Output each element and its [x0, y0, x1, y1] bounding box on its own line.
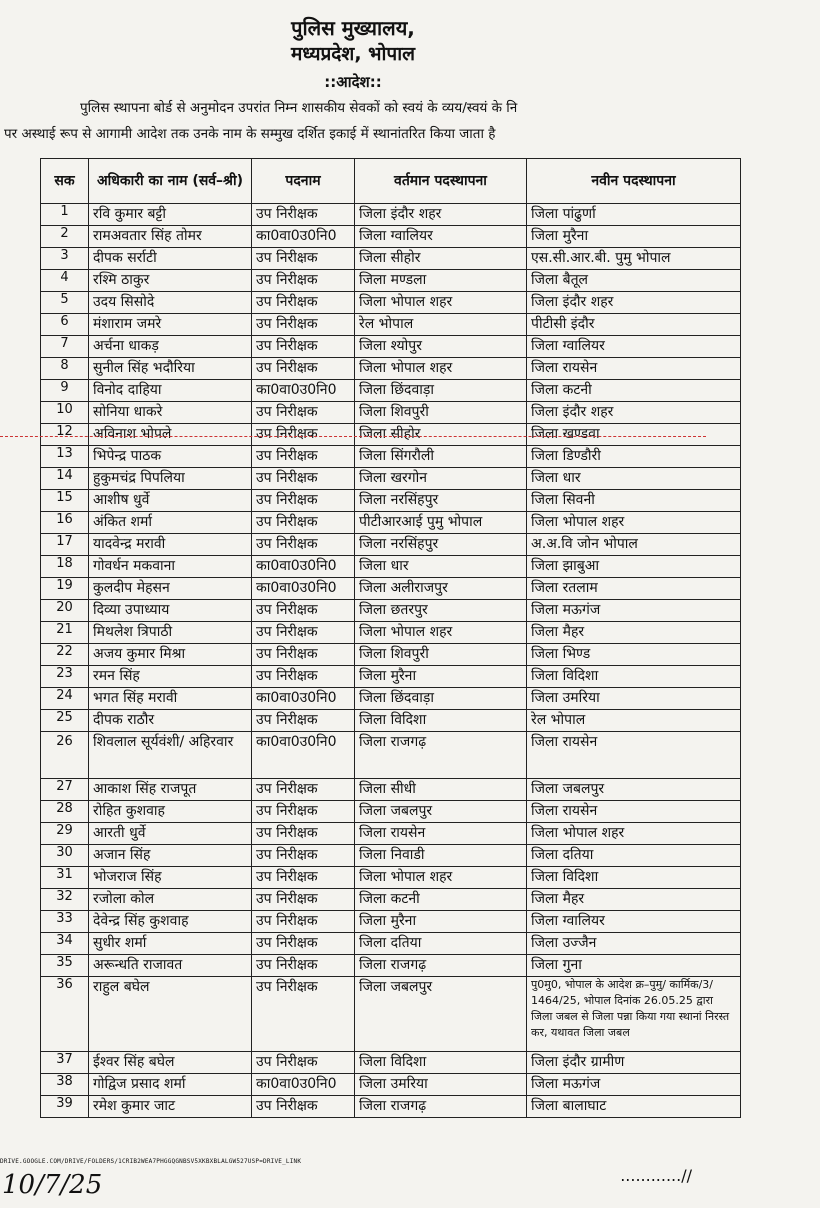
cell-serial: 25 [41, 710, 89, 732]
cell-officer-name: गोद्विज प्रसाद शर्मा [89, 1074, 252, 1096]
cell-new-posting: जिला गुना [527, 955, 741, 977]
table-row [41, 1052, 741, 1074]
cell-current-posting: जिला श्योपुर [355, 336, 527, 358]
table-row [41, 204, 741, 226]
cell-officer-name: यादवेन्द्र मरावी [89, 534, 252, 556]
cell-current-posting: जिला जबलपुर [355, 801, 527, 823]
cell-new-posting: जिला कटनी [527, 380, 741, 402]
table-row [41, 424, 741, 446]
cell-current-posting: जिला छतरपुर [355, 600, 527, 622]
table-row [41, 578, 741, 600]
cell-designation: उप निरीक्षक [252, 622, 355, 644]
header-current-posting: वर्तमान पदस्थापना [355, 159, 527, 204]
cell-new-posting: जिला धार [527, 468, 741, 490]
cell-designation: उप निरीक्षक [252, 358, 355, 380]
header-officer-name: अधिकारी का नाम (सर्व–श्री) [89, 159, 252, 204]
table-row [41, 402, 741, 424]
cell-current-posting: जिला नरसिंहपुर [355, 490, 527, 512]
cell-officer-name: सोनिया धाकरे [89, 402, 252, 424]
cell-designation: उप निरीक्षक [252, 977, 355, 1052]
cell-serial: 7 [41, 336, 89, 358]
cell-current-posting: जिला शिवपुरी [355, 402, 527, 424]
cell-serial: 34 [41, 933, 89, 955]
cell-officer-name: रश्मि ठाकुर [89, 270, 252, 292]
cell-current-posting: जिला धार [355, 556, 527, 578]
cell-new-posting: जिला मैहर [527, 889, 741, 911]
cell-serial: 31 [41, 867, 89, 889]
cell-officer-name: उदय सिसोदे [89, 292, 252, 314]
office-title: पुलिस मुख्यालय, [291, 16, 415, 40]
cell-officer-name: आकाश सिंह राजपूत [89, 779, 252, 801]
cell-current-posting: जिला जबलपुर [355, 977, 527, 1052]
cell-current-posting: जिला खरगोन [355, 468, 527, 490]
cell-designation: उप निरीक्षक [252, 248, 355, 270]
cell-designation: उप निरीक्षक [252, 911, 355, 933]
cell-officer-name: अंकित शर्मा [89, 512, 252, 534]
cell-current-posting: जिला मुरैना [355, 666, 527, 688]
cell-serial: 33 [41, 911, 89, 933]
cell-designation: उप निरीक्षक [252, 204, 355, 226]
cell-new-posting: जिला दतिया [527, 845, 741, 867]
cell-current-posting: जिला भोपाल शहर [355, 358, 527, 380]
cell-serial: 15 [41, 490, 89, 512]
cell-serial: 24 [41, 688, 89, 710]
cell-officer-name: भिपेन्द्र पाठक [89, 446, 252, 468]
cell-designation: उप निरीक्षक [252, 534, 355, 556]
cell-serial: 2 [41, 226, 89, 248]
cell-new-posting: रेल भोपाल [527, 710, 741, 732]
cell-officer-name: रमेश कुमार जाट [89, 1096, 252, 1118]
cell-officer-name: मंशाराम जमरे [89, 314, 252, 336]
cell-current-posting: जिला भोपाल शहर [355, 292, 527, 314]
table-row [41, 1096, 741, 1118]
cell-current-posting: जिला शिवपुरी [355, 644, 527, 666]
cell-serial: 19 [41, 578, 89, 600]
cell-designation: का0वा0उ0नि0 [252, 556, 355, 578]
cell-officer-name: अरून्धति राजावत [89, 955, 252, 977]
cell-designation: उप निरीक्षक [252, 889, 355, 911]
cell-serial: 5 [41, 292, 89, 314]
cell-officer-name: भोजराज सिंह [89, 867, 252, 889]
cell-officer-name: शिवलाल सूर्यवंशी/ अहिरवार [89, 732, 252, 779]
cell-officer-name: विनोद दाहिया [89, 380, 252, 402]
cell-serial: 21 [41, 622, 89, 644]
cell-serial: 22 [41, 644, 89, 666]
table-row [41, 380, 741, 402]
cell-new-posting: जिला डिण्डौरी [527, 446, 741, 468]
cell-serial: 10 [41, 402, 89, 424]
cell-officer-name: रामअवतार सिंह तोमर [89, 226, 252, 248]
continuation-dots: ............// [620, 1166, 692, 1185]
table-row [41, 710, 741, 732]
table-row [41, 490, 741, 512]
cell-designation: उप निरीक्षक [252, 801, 355, 823]
cell-new-posting: जिला मुरैना [527, 226, 741, 248]
table-row [41, 779, 741, 801]
cell-officer-name: अजान सिंह [89, 845, 252, 867]
table-row [41, 666, 741, 688]
cell-officer-name: ईश्वर सिंह बघेल [89, 1052, 252, 1074]
cell-serial: 3 [41, 248, 89, 270]
cell-new-posting: जिला इंदौर शहर [527, 402, 741, 424]
cell-designation: उप निरीक्षक [252, 336, 355, 358]
cell-designation: उप निरीक्षक [252, 955, 355, 977]
table-row [41, 911, 741, 933]
cell-new-posting: जिला उमरिया [527, 688, 741, 710]
table-row [41, 933, 741, 955]
cell-new-posting: जिला रायसेन [527, 358, 741, 380]
cell-designation: उप निरीक्षक [252, 512, 355, 534]
cell-officer-name: देवेन्द्र सिंह कुशवाह [89, 911, 252, 933]
cell-new-posting: जिला इंदौर शहर [527, 292, 741, 314]
cell-officer-name: रोहित कुशवाह [89, 801, 252, 823]
cell-current-posting: रेल भोपाल [355, 314, 527, 336]
cell-serial: 16 [41, 512, 89, 534]
cell-designation: उप निरीक्षक [252, 490, 355, 512]
cell-new-posting: जिला बालाघाट [527, 1096, 741, 1118]
cell-serial: 18 [41, 556, 89, 578]
cell-current-posting: जिला दतिया [355, 933, 527, 955]
table-row [41, 512, 741, 534]
cell-serial: 29 [41, 823, 89, 845]
cell-new-posting: जिला रायसेन [527, 801, 741, 823]
cell-designation: उप निरीक्षक [252, 468, 355, 490]
office-location: मध्यप्रदेश, भोपाल [290, 43, 416, 65]
table-row [41, 801, 741, 823]
cell-current-posting: जिला सीहोर [355, 424, 527, 446]
cell-officer-name: आशीष धुर्वे [89, 490, 252, 512]
cell-designation: का0वा0उ0नि0 [252, 732, 355, 779]
cell-serial: 14 [41, 468, 89, 490]
cell-serial: 30 [41, 845, 89, 867]
cell-new-posting: जिला विदिशा [527, 867, 741, 889]
cell-new-posting: जिला मऊगंज [527, 1074, 741, 1096]
cell-designation: का0वा0उ0नि0 [252, 688, 355, 710]
cell-serial: 23 [41, 666, 89, 688]
cell-new-posting: जिला रतलाम [527, 578, 741, 600]
cell-officer-name: रवि कुमार बट्टी [89, 204, 252, 226]
cell-serial: 38 [41, 1074, 89, 1096]
table-row [41, 226, 741, 248]
cell-current-posting: जिला राजगढ़ [355, 732, 527, 779]
cell-officer-name: सुनील सिंह भदौरिया [89, 358, 252, 380]
cell-new-posting: जिला खण्डवा [527, 424, 741, 446]
cell-serial: 8 [41, 358, 89, 380]
cell-designation: उप निरीक्षक [252, 867, 355, 889]
transfer-table [40, 158, 741, 1118]
header-designation: पदनाम [252, 159, 355, 204]
cell-designation: उप निरीक्षक [252, 666, 355, 688]
cell-new-posting: जिला मैहर [527, 622, 741, 644]
table-row [41, 845, 741, 867]
cell-serial: 35 [41, 955, 89, 977]
cell-designation: उप निरीक्षक [252, 845, 355, 867]
cell-new-posting: जिला ग्वालियर [527, 336, 741, 358]
cell-officer-name: सुधीर शर्मा [89, 933, 252, 955]
cell-new-posting: जिला पांढुर्णा [527, 204, 741, 226]
cell-officer-name: अविनाश भोपले [89, 424, 252, 446]
table-row [41, 468, 741, 490]
cell-current-posting: जिला नरसिंहपुर [355, 534, 527, 556]
cell-new-posting: जिला मऊगंज [527, 600, 741, 622]
cell-officer-name: दिव्या उपाध्याय [89, 600, 252, 622]
table-row [41, 622, 741, 644]
table-row [41, 358, 741, 380]
cell-officer-name: दीपक सर्राटी [89, 248, 252, 270]
cell-officer-name: दीपक राठौर [89, 710, 252, 732]
intro-line-1: पुलिस स्थापना बोर्ड से अनुमोदन उपरांत निम्न शासकीय सेवकों को स्वयं के व्यय/स्वयं के नि [80, 100, 518, 116]
cell-new-posting: जिला सिवनी [527, 490, 741, 512]
cell-serial: 17 [41, 534, 89, 556]
cell-serial: 32 [41, 889, 89, 911]
cell-current-posting: जिला मण्डला [355, 270, 527, 292]
cell-current-posting: जिला कटनी [355, 889, 527, 911]
cell-designation: उप निरीक्षक [252, 402, 355, 424]
table-row [41, 248, 741, 270]
cell-designation: का0वा0उ0नि0 [252, 578, 355, 600]
cell-officer-name: गोवर्धन मकवाना [89, 556, 252, 578]
cell-new-posting: अ.अ.वि जोन भोपाल [527, 534, 741, 556]
cell-serial: 1 [41, 204, 89, 226]
cell-officer-name: अजय कुमार मिश्रा [89, 644, 252, 666]
cell-current-posting: जिला विदिशा [355, 1052, 527, 1074]
cell-serial: 36 [41, 977, 89, 1052]
cell-officer-name: मिथलेश त्रिपाठी [89, 622, 252, 644]
cell-current-posting: जिला रायसेन [355, 823, 527, 845]
table-row [41, 446, 741, 468]
cell-designation: उप निरीक्षक [252, 823, 355, 845]
cell-current-posting: जिला उमरिया [355, 1074, 527, 1096]
cell-new-posting: जिला बैतूल [527, 270, 741, 292]
intro-line-2: पर अस्थाई रूप से आगामी आदेश तक उनके नाम के सम्मुख दर्शित इकाई में स्थानांतरित किया जाता है [4, 126, 496, 142]
cell-designation: का0वा0उ0नि0 [252, 1074, 355, 1096]
table-row [41, 955, 741, 977]
cell-officer-name: रजोला कोल [89, 889, 252, 911]
header-new-posting: नवीन पदस्थापना [527, 159, 741, 204]
cell-officer-name: भगत सिंह मरावी [89, 688, 252, 710]
cell-new-posting: जिला विदिशा [527, 666, 741, 688]
cell-serial: 12 [41, 424, 89, 446]
cell-serial: 20 [41, 600, 89, 622]
cell-designation: उप निरीक्षक [252, 710, 355, 732]
cell-officer-name: राहुल बघेल [89, 977, 252, 1052]
cell-current-posting: जिला सिंगरौली [355, 446, 527, 468]
strike-line [0, 436, 706, 437]
cell-current-posting: जिला अलीराजपुर [355, 578, 527, 600]
cell-new-posting: जिला भोपाल शहर [527, 512, 741, 534]
cell-officer-name: हुकुमचंद्र पिपलिया [89, 468, 252, 490]
cell-new-posting: जिला भोपाल शहर [527, 823, 741, 845]
cell-current-posting: जिला ग्वालियर [355, 226, 527, 248]
cell-designation: उप निरीक्षक [252, 933, 355, 955]
cell-current-posting: जिला इंदौर शहर [355, 204, 527, 226]
table-row [41, 534, 741, 556]
table-row [41, 292, 741, 314]
table-header-row [41, 159, 741, 204]
cell-current-posting: जिला छिंदवाड़ा [355, 688, 527, 710]
table-row [41, 688, 741, 710]
table-row [41, 336, 741, 358]
cell-officer-name: रमन सिंह [89, 666, 252, 688]
cell-current-posting: जिला भोपाल शहर [355, 867, 527, 889]
cell-serial: 26 [41, 732, 89, 779]
cell-designation: का0वा0उ0नि0 [252, 380, 355, 402]
cell-serial: 28 [41, 801, 89, 823]
cell-new-posting: जिला जबलपुर [527, 779, 741, 801]
cell-new-posting: पीटीसी इंदौर [527, 314, 741, 336]
cell-new-posting: जिला झाबुआ [527, 556, 741, 578]
cell-designation: उप निरीक्षक [252, 779, 355, 801]
cell-designation: उप निरीक्षक [252, 1052, 355, 1074]
cell-current-posting: पीटीआरआई पुमु भोपाल [355, 512, 527, 534]
cell-serial: 39 [41, 1096, 89, 1118]
cell-designation: उप निरीक्षक [252, 424, 355, 446]
cell-current-posting: जिला भोपाल शहर [355, 622, 527, 644]
table-row [41, 556, 741, 578]
table-row [41, 270, 741, 292]
cell-current-posting: जिला सीहोर [355, 248, 527, 270]
cell-officer-name: कुलदीप मेहसन [89, 578, 252, 600]
cell-designation: उप निरीक्षक [252, 600, 355, 622]
cell-designation: उप निरीक्षक [252, 446, 355, 468]
table-row [41, 644, 741, 666]
table-row [41, 867, 741, 889]
table-row [41, 600, 741, 622]
cell-serial: 6 [41, 314, 89, 336]
cell-new-posting: जिला रायसेन [527, 732, 741, 779]
cell-designation: का0वा0उ0नि0 [252, 226, 355, 248]
table-row [41, 314, 741, 336]
cell-serial: 13 [41, 446, 89, 468]
cell-serial: 37 [41, 1052, 89, 1074]
table-row [41, 1074, 741, 1096]
table-row [41, 732, 741, 779]
cell-designation: उप निरीक्षक [252, 1096, 355, 1118]
cell-current-posting: जिला छिंदवाड़ा [355, 380, 527, 402]
cell-serial: 9 [41, 380, 89, 402]
cell-current-posting: जिला राजगढ़ [355, 1096, 527, 1118]
table-row [41, 889, 741, 911]
handwritten-date: 10/7/25 [2, 1170, 103, 1200]
cell-new-posting: जिला इंदौर ग्रामीण [527, 1052, 741, 1074]
cell-officer-name: अर्चना धाकड़ [89, 336, 252, 358]
cell-designation: उप निरीक्षक [252, 644, 355, 666]
cell-new-posting: एस.सी.आर.बी. पुमु भोपाल [527, 248, 741, 270]
table-row [41, 823, 741, 845]
cell-designation: उप निरीक्षक [252, 292, 355, 314]
cell-designation: उप निरीक्षक [252, 270, 355, 292]
cell-new-posting: जिला ग्वालियर [527, 911, 741, 933]
drive-link-text: DRIVE.GOOGLE.COM/DRIVE/FOLDERS/1CRIB2WEA7PHGGQGNBSV5XKBXBLALGW527USP=DRIVE_LINK [0, 1158, 302, 1165]
cell-designation: उप निरीक्षक [252, 314, 355, 336]
cell-current-posting: जिला राजगढ़ [355, 955, 527, 977]
table-row [41, 977, 741, 1052]
cell-current-posting: जिला सीधी [355, 779, 527, 801]
order-heading: ::आदेश:: [324, 73, 382, 91]
table-body [41, 204, 741, 1118]
cell-serial: 4 [41, 270, 89, 292]
cell-current-posting: जिला मुरैना [355, 911, 527, 933]
cell-current-posting: जिला विदिशा [355, 710, 527, 732]
cell-new-posting: जिला उज्जैन [527, 933, 741, 955]
cell-new-posting: जिला भिण्ड [527, 644, 741, 666]
cell-new-posting: पु0मु0, भोपाल के आदेश क्र–पुमु/ कार्मिक/3/ 1464/25, भोपाल दिनांक 26.05.25 द्वारा जिला जबल से जिला पन्ना किया गया स्थानां निरस्त कर, यथावत जिला जबल [527, 977, 741, 1052]
header-serial: सक [41, 159, 89, 204]
cell-officer-name: आरती धुर्वे [89, 823, 252, 845]
cell-serial: 27 [41, 779, 89, 801]
cell-current-posting: जिला निवाडी [355, 845, 527, 867]
